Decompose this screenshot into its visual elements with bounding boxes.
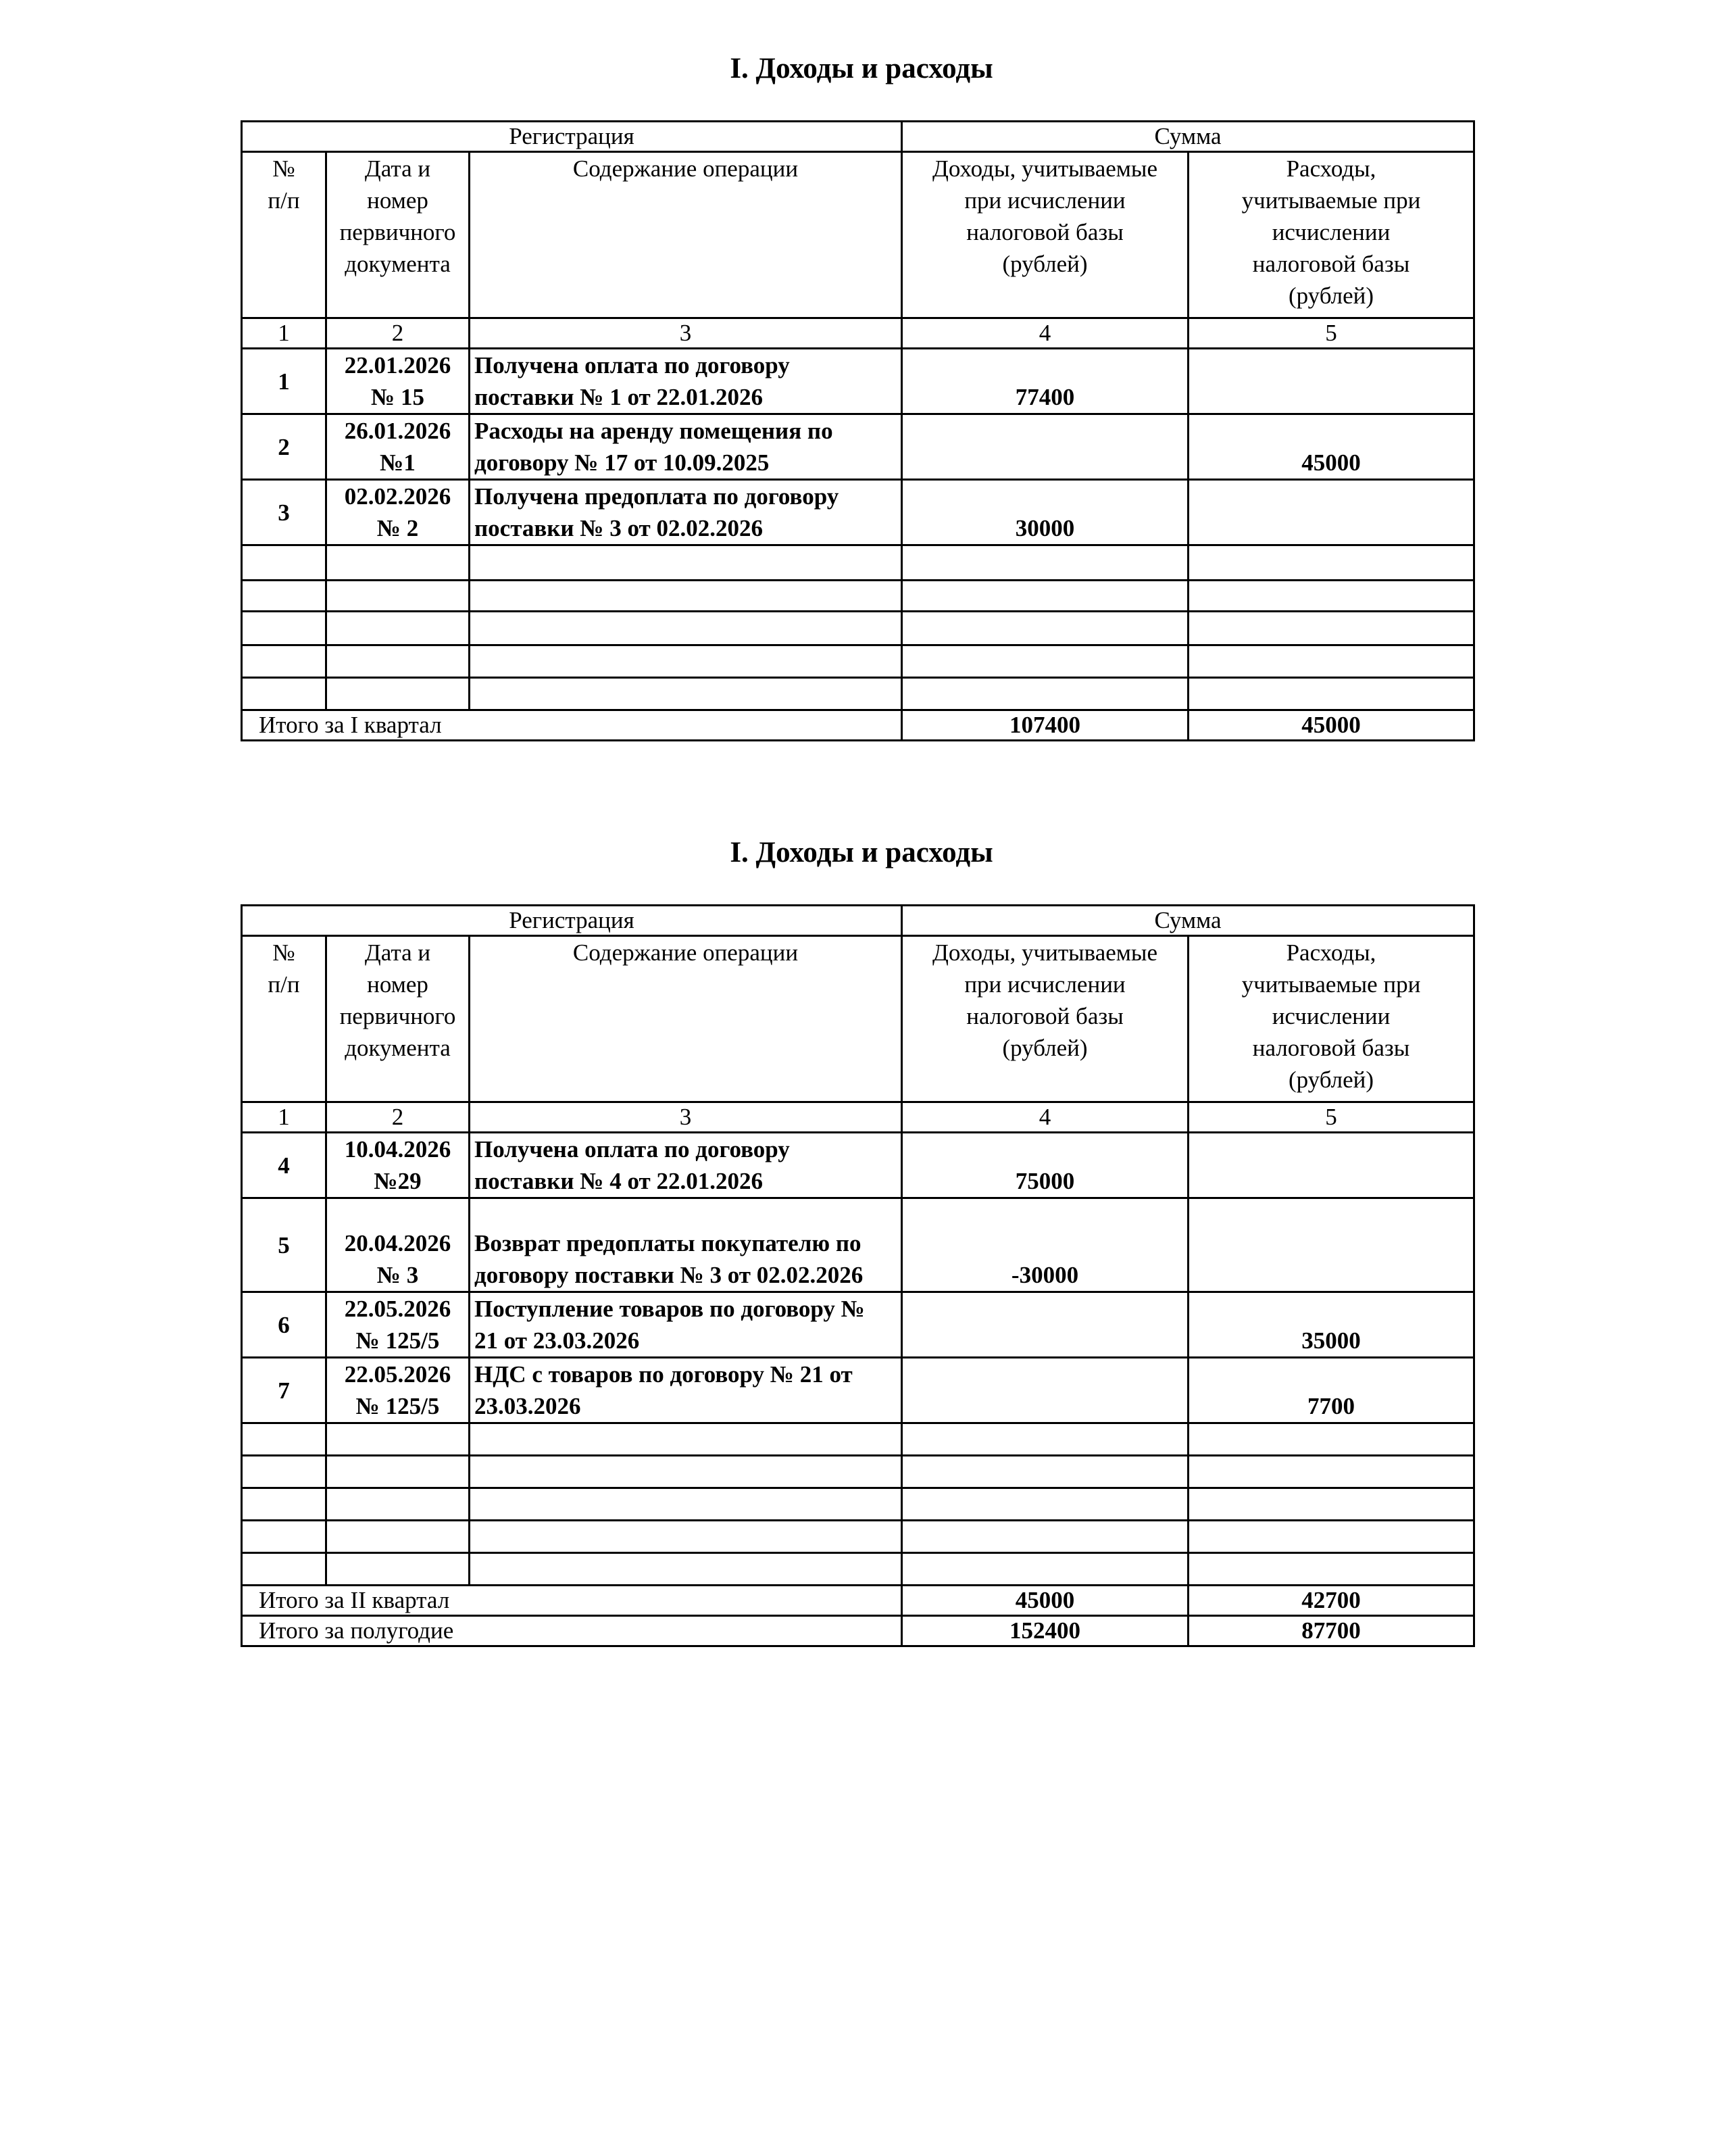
section-2-title: I. Доходы и расходы (730, 837, 993, 868)
col-number-index: 1 (242, 318, 326, 349)
row-document: 02.02.2026 № 2 (326, 480, 470, 545)
col-document-header: Дата и номер первичного документа (326, 936, 470, 1102)
total-row (242, 1616, 1474, 1646)
col-document-header: Дата и номер первичного документа (326, 152, 470, 318)
col-expense-header: Расходы, учитываемые при исчислении налоговой базы (рублей) (1189, 936, 1474, 1102)
empty-row (242, 581, 1474, 612)
row-number: 1 (242, 349, 326, 414)
empty-row (242, 1456, 1474, 1488)
table-row (242, 1292, 1474, 1358)
col-number-index: 5 (1189, 1102, 1474, 1133)
table-row (242, 1358, 1474, 1423)
total-income: 107400 (902, 710, 1189, 741)
row-description: Получена предоплата по договору поставки № 3 от 02.02.2026 (470, 480, 902, 545)
row-income (902, 1292, 1189, 1358)
empty-row (242, 1553, 1474, 1586)
income-expense-table-2 (241, 904, 1475, 1647)
empty-row (242, 545, 1474, 581)
empty-row (242, 612, 1474, 645)
empty-row (242, 1423, 1474, 1456)
total-row (242, 1586, 1474, 1616)
table-row (242, 480, 1474, 545)
col-description-header: Содержание операции (470, 936, 902, 1102)
col-number-header: № п/п (242, 152, 326, 318)
row-expense: 7700 (1189, 1358, 1474, 1423)
row-income: 75000 (902, 1133, 1189, 1198)
row-expense: 35000 (1189, 1292, 1474, 1358)
row-expense (1189, 1133, 1474, 1198)
total-income: 152400 (902, 1616, 1189, 1646)
row-description: Поступление товаров по договору № 21 от 23.03.2026 (470, 1292, 902, 1358)
group-sum-header: Сумма (902, 122, 1474, 152)
row-document: 22.05.2026 № 125/5 (326, 1292, 470, 1358)
col-number-index: 2 (326, 318, 470, 349)
group-registration-header: Регистрация (242, 906, 902, 936)
row-description: Получена оплата по договору поставки № 4 от 22.01.2026 (470, 1133, 902, 1198)
row-description: Получена оплата по договору поставки № 1 от 22.01.2026 (470, 349, 902, 414)
col-number-header: № п/п (242, 936, 326, 1102)
col-income-header: Доходы, учитываемые при исчислении налоговой базы (рублей) (902, 152, 1189, 318)
row-document: 22.01.2026 № 15 (326, 349, 470, 414)
empty-row (242, 678, 1474, 710)
income-expense-table-1 (241, 120, 1475, 741)
row-document: 22.05.2026 № 125/5 (326, 1358, 470, 1423)
row-document: 26.01.2026 №1 (326, 414, 470, 480)
section-1-title: I. Доходы и расходы (730, 53, 993, 84)
row-number: 5 (242, 1198, 326, 1292)
total-label: Итого за полугодие (242, 1616, 902, 1646)
row-expense (1189, 480, 1474, 545)
empty-row (242, 645, 1474, 678)
table-row (242, 414, 1474, 480)
col-number-index: 2 (326, 1102, 470, 1133)
total-row (242, 710, 1474, 741)
row-number: 3 (242, 480, 326, 545)
table-row (242, 349, 1474, 414)
table-row (242, 1198, 1474, 1292)
row-description: Возврат предоплаты покупателю по договору поставки № 3 от 02.02.2026 (470, 1198, 902, 1292)
row-income: 30000 (902, 480, 1189, 545)
col-number-index: 3 (470, 318, 902, 349)
row-number: 4 (242, 1133, 326, 1198)
row-income (902, 414, 1189, 480)
total-expense: 45000 (1189, 710, 1474, 741)
col-description-header: Содержание операции (470, 152, 902, 318)
row-income: -30000 (902, 1198, 1189, 1292)
col-number-index: 4 (902, 318, 1189, 349)
col-income-header: Доходы, учитываемые при исчислении налоговой базы (рублей) (902, 936, 1189, 1102)
row-document: 10.04.2026 №29 (326, 1133, 470, 1198)
row-description: Расходы на аренду помещения по договору № 17 от 10.09.2025 (470, 414, 902, 480)
total-expense: 42700 (1189, 1586, 1474, 1616)
col-number-index: 1 (242, 1102, 326, 1133)
col-number-index: 5 (1189, 318, 1474, 349)
total-label: Итого за I квартал (242, 710, 902, 741)
row-document: 20.04.2026 № 3 (326, 1198, 470, 1292)
total-income: 45000 (902, 1586, 1189, 1616)
row-expense: 45000 (1189, 414, 1474, 480)
row-number: 2 (242, 414, 326, 480)
row-income (902, 1358, 1189, 1423)
col-number-index: 3 (470, 1102, 902, 1133)
row-number: 6 (242, 1292, 326, 1358)
row-expense (1189, 1198, 1474, 1292)
empty-row (242, 1521, 1474, 1553)
total-expense: 87700 (1189, 1616, 1474, 1646)
row-description: НДС с товаров по договору № 21 от 23.03.2026 (470, 1358, 902, 1423)
table-row (242, 1133, 1474, 1198)
col-number-index: 4 (902, 1102, 1189, 1133)
group-registration-header: Регистрация (242, 122, 902, 152)
col-expense-header: Расходы, учитываемые при исчислении налоговой базы (рублей) (1189, 152, 1474, 318)
empty-row (242, 1488, 1474, 1521)
total-label: Итого за II квартал (242, 1586, 902, 1616)
row-income: 77400 (902, 349, 1189, 414)
group-sum-header: Сумма (902, 906, 1474, 936)
row-expense (1189, 349, 1474, 414)
row-number: 7 (242, 1358, 326, 1423)
